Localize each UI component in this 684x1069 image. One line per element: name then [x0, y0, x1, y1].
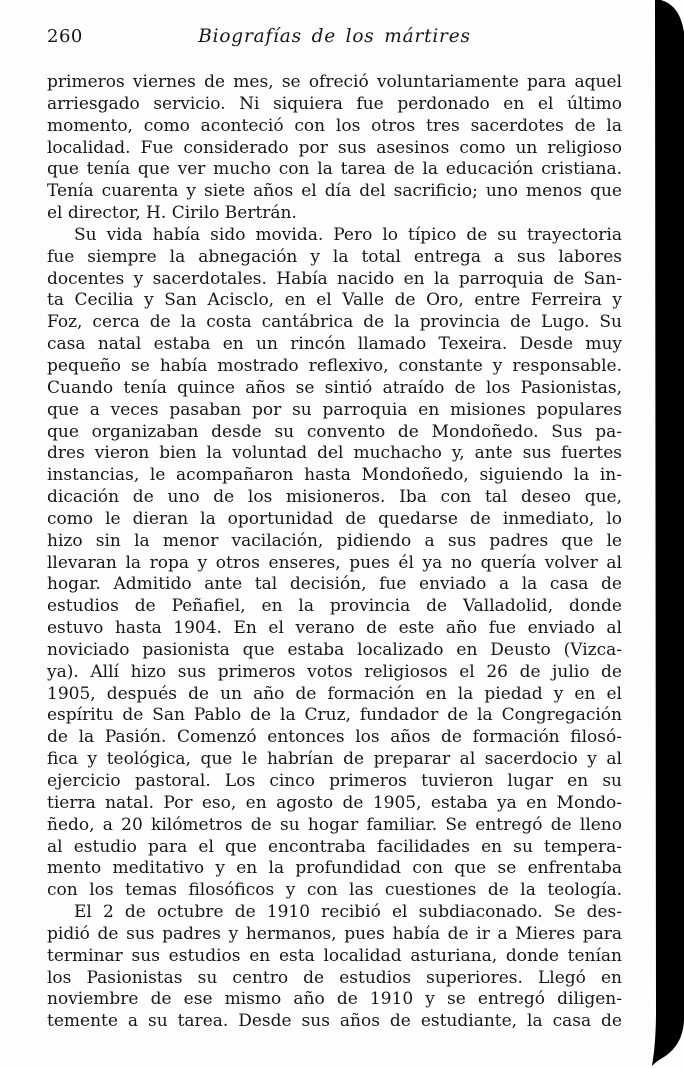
- text-line: estudios de Peñafiel, en la provincia de Valladolid, donde: [47, 596, 622, 617]
- text-line: Foz, cerca de la costa cantábrica de la provincia de Lugo. Su: [47, 312, 622, 333]
- text-line: Tenía cuarenta y siete años el día del sacrificio; uno menos que: [47, 181, 622, 202]
- text-line: como le dieran la oportunidad de quedarse de inmediato, lo: [47, 508, 622, 529]
- page-body: [47, 72, 622, 1033]
- text-line: al estudio para el que encontraba facilidades en su tempera-: [47, 836, 622, 857]
- text-line: de la Pasión. Comenzó entonces los años de formación filosó-: [47, 727, 622, 748]
- text-line: 1905, después de un año de formación en la piedad y en el: [47, 683, 622, 704]
- text-line: El 2 de octubre de 1910 recibió el subdiaconado. Se des-: [74, 902, 622, 923]
- text-line: noviciado pasionista que estaba localizado en Deusto (Vizca-: [47, 639, 622, 660]
- text-line: tierra natal. Por eso, en agosto de 1905, estaba ya en Mondo-: [47, 792, 622, 813]
- running-header-title: Biografías de los mártires: [198, 26, 471, 47]
- page-number: 260: [47, 26, 83, 47]
- text-line: ta Cecilia y San Acisclo, en el Valle de Oro, entre Ferreira y: [47, 290, 622, 311]
- text-line: que a veces pasaban por su parroquia en misiones populares: [47, 399, 622, 420]
- text-line: Cuando tenía quince años se sintió atraído de los Pasionistas,: [47, 377, 622, 398]
- text-line: Su vida había sido movida. Pero lo típico de su trayectoria: [74, 224, 622, 245]
- book-gutter-shadow-icon: [644, 0, 684, 1069]
- text-line: pidió de sus padres y hermanos, pues había de ir a Mieres para: [47, 923, 622, 944]
- text-line: dres vieron bien la voluntad del muchacho y, ante sus fuertes: [47, 443, 622, 464]
- text-line: ñedo, a 20 kilómetros de su hogar familiar. Se entregó de lleno: [47, 814, 622, 835]
- text-line: hogar. Admitido ante tal decisión, fue enviado a la casa de: [47, 574, 622, 595]
- text-line: los Pasionistas su centro de estudios superiores. Llegó en: [47, 967, 622, 988]
- text-line: el director, H. Cirilo Bertrán.: [47, 203, 297, 224]
- text-line: momento, como aconteció con los otros tres sacerdotes de la: [47, 115, 622, 136]
- text-line: que organizaban desde su convento de Mondoñedo. Sus pa-: [47, 421, 622, 442]
- text-line: espíritu de San Pablo de la Cruz, fundador de la Congregación: [47, 705, 622, 726]
- text-line: estuvo hasta 1904. En el verano de este año fue enviado al: [47, 618, 622, 639]
- text-line: terminar sus estudios en esta localidad asturiana, donde tenían: [47, 945, 622, 966]
- text-line: pequeño se había mostrado reflexivo, constante y responsable.: [47, 355, 622, 376]
- text-line: ejercicio pastoral. Los cinco primeros tuvieron lugar en su: [47, 771, 622, 791]
- text-line: arriesgado servicio. Ni siquiera fue perdonado en el último: [47, 93, 622, 114]
- text-line: docentes y sacerdotales. Había nacido en la parroquia de San-: [47, 268, 622, 289]
- running-header: [47, 26, 622, 48]
- text-line: noviembre de ese mismo año de 1910 y se entregó diligen-: [47, 989, 622, 1010]
- text-line: hizo sin la menor vacilación, pidiendo a sus padres que le: [47, 530, 622, 551]
- text-line: localidad. Fue considerado por sus asesinos como un religioso: [47, 137, 622, 158]
- text-line: fue siempre la abnegación y la total entrega a sus labores: [47, 246, 622, 267]
- text-line: temente a su tarea. Desde sus años de estudiante, la casa de: [47, 1011, 622, 1032]
- text-line: mento meditativo y en la profundidad con que se enfrentaba: [47, 858, 622, 879]
- text-line: ya). Allí hizo sus primeros votos religiosos el 26 de julio de: [47, 661, 622, 682]
- text-line: dicación de uno de los misioneros. Iba con tal deseo que,: [47, 487, 622, 508]
- text-line: con los temas filosóficos y con las cuestiones de la teología.: [47, 880, 622, 901]
- text-line: primeros viernes de mes, se ofreció voluntariamente para aquel: [47, 72, 622, 92]
- text-line: llevaran la ropa y otros enseres, pues él ya no quería volver al: [47, 552, 622, 573]
- text-line: instancias, le acompañaron hasta Mondoñedo, siguiendo la in-: [47, 465, 622, 486]
- text-line: casa natal estaba en un rincón llamado Texeira. Desde muy: [47, 334, 622, 355]
- text-line: que tenía que ver mucho con la tarea de la educación cristiana.: [47, 159, 622, 180]
- text-line: fica y teológica, que le habrían de preparar al sacerdocio y al: [47, 749, 622, 770]
